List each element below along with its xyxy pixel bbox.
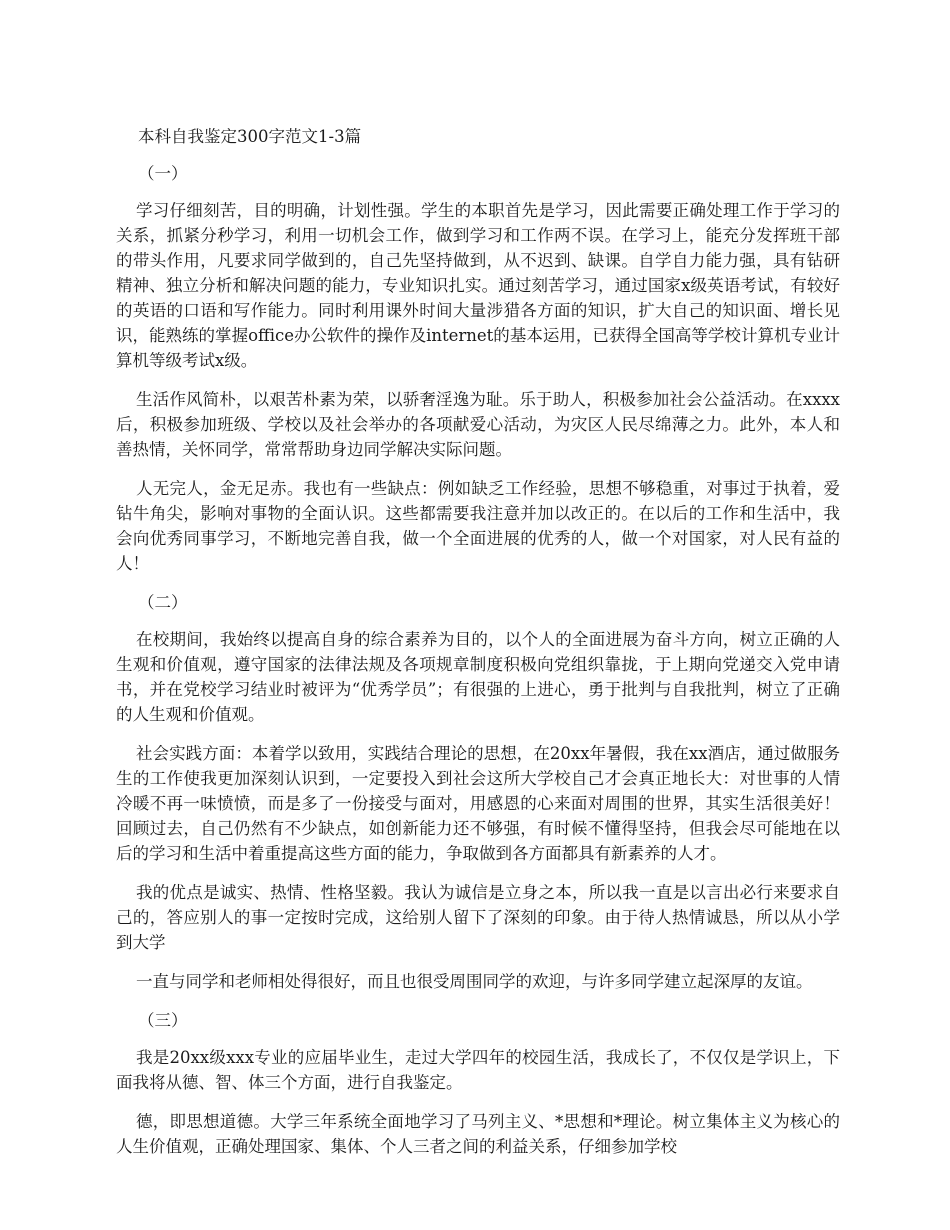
- paragraph: 学习仔细刻苦，目的明确，计划性强。学生的本职首先是学习，因此需要正确处理工作于学习的关系，抓紧分秒学习，利用一切机会工作，做到学习和工作两不误。在学习上，能充分发挥班干部的带头作用，凡要求同学做到的，自己先坚持做到，从不迟到、缺课。自学自力能力强，具有钻研精神、独立分析和解决问题的能力，专业知识扎实。通过刻苦学习，通过国家x级英语考试，有较好的英语的口语和写作能力。同时利用课外时间大量涉猎各方面的知识，扩大自己的知识面、增长见识，能熟练的掌握office办公软件的操作及internet的基本运用，已获得全国高等学校计算机专业计算机等级考试x级。: [116, 201, 840, 370]
- paragraph: 人无完人，金无足赤。我也有一些缺点：例如缺乏工作经验，思想不够稳重，对事过于执着，爱钻牛角尖，影响对事物的全面认识。这些都需要我注意并加以改正的。在以后的工作和生活中，我会向优秀同事学习，不断地完善自我，做一个全面进展的优秀的人，做一个对国家，对人民有益的人！: [116, 479, 840, 573]
- paragraph: 我的优点是诚实、热情、性格坚毅。我认为诚信是立身之本，所以我一直是以言出必行来要求自己的，答应别人的事一定按时完成，这给别人留下了深刻的印象。由于待人热情诚恳，所以从小学到大学: [116, 883, 840, 952]
- paragraph: 我是20xx级xxx专业的应届毕业生，走过大学四年的校园生活，我成长了，不仅仅是学识上，下面我将从德、智、体三个方面，进行自我鉴定。: [116, 1048, 840, 1092]
- paragraph: 在校期间，我始终以提高自身的综合素养为目的，以个人的全面进展为奋斗方向，树立正确的人生观和价值观，遵守国家的法律法规及各项规章制度积极向党组织靠拢，于上期向党递交入党申请书，并在党校学习结业时被评为“优秀学员”；有很强的上进心，勇于批判与自我批判，树立了正确的人生观和价值观。: [116, 630, 840, 724]
- document-title: 本科自我鉴定300字范文1-3篇: [138, 127, 362, 146]
- section-heading-1: （一）: [138, 164, 188, 183]
- paragraph: 社会实践方面：本着学以致用，实践结合理论的思想，在20xx年暑假，我在xx酒店，通过做服务生的工作使我更加深刻认识到，一定要投入到社会这所大学校自己才会真正地长大：对世事的人情冷暖不再一味愤愤，而是多了一份接受与面对，用感恩的心来面对周围的世界，其实生活很美好！回顾过去，自己仍然有不少缺点，如创新能力还不够强，有时候不懂得坚持，但我会尽可能地在以后的学习和生活中着重提高这些方面的能力，争取做到各方面都具有新素养的人才。: [116, 744, 840, 863]
- paragraph: 一直与同学和老师相处得很好，而且也很受周围同学的欢迎，与许多同学建立起深厚的友谊。: [136, 972, 813, 991]
- paragraph: 生活作风简朴，以艰苦朴素为荣，以骄奢淫逸为耻。乐于助人，积极参加社会公益活动。在xxxx后，积极参加班级、学校以及社会举办的各项献爱心活动，为灾区人民尽绵薄之力。此外，本人和善热情，关怀同学，常常帮助身边同学解决实际问题。: [116, 390, 840, 459]
- section-heading-2: （二）: [138, 593, 188, 612]
- section-heading-3: （三）: [138, 1011, 188, 1030]
- paragraph: 德，即思想道德。大学三年系统全面地学习了马列主义、*思想和*理论。树立集体主义为核心的人生价值观，正确处理国家、集体、个人三者之间的利益关系，仔细参加学校: [116, 1112, 840, 1156]
